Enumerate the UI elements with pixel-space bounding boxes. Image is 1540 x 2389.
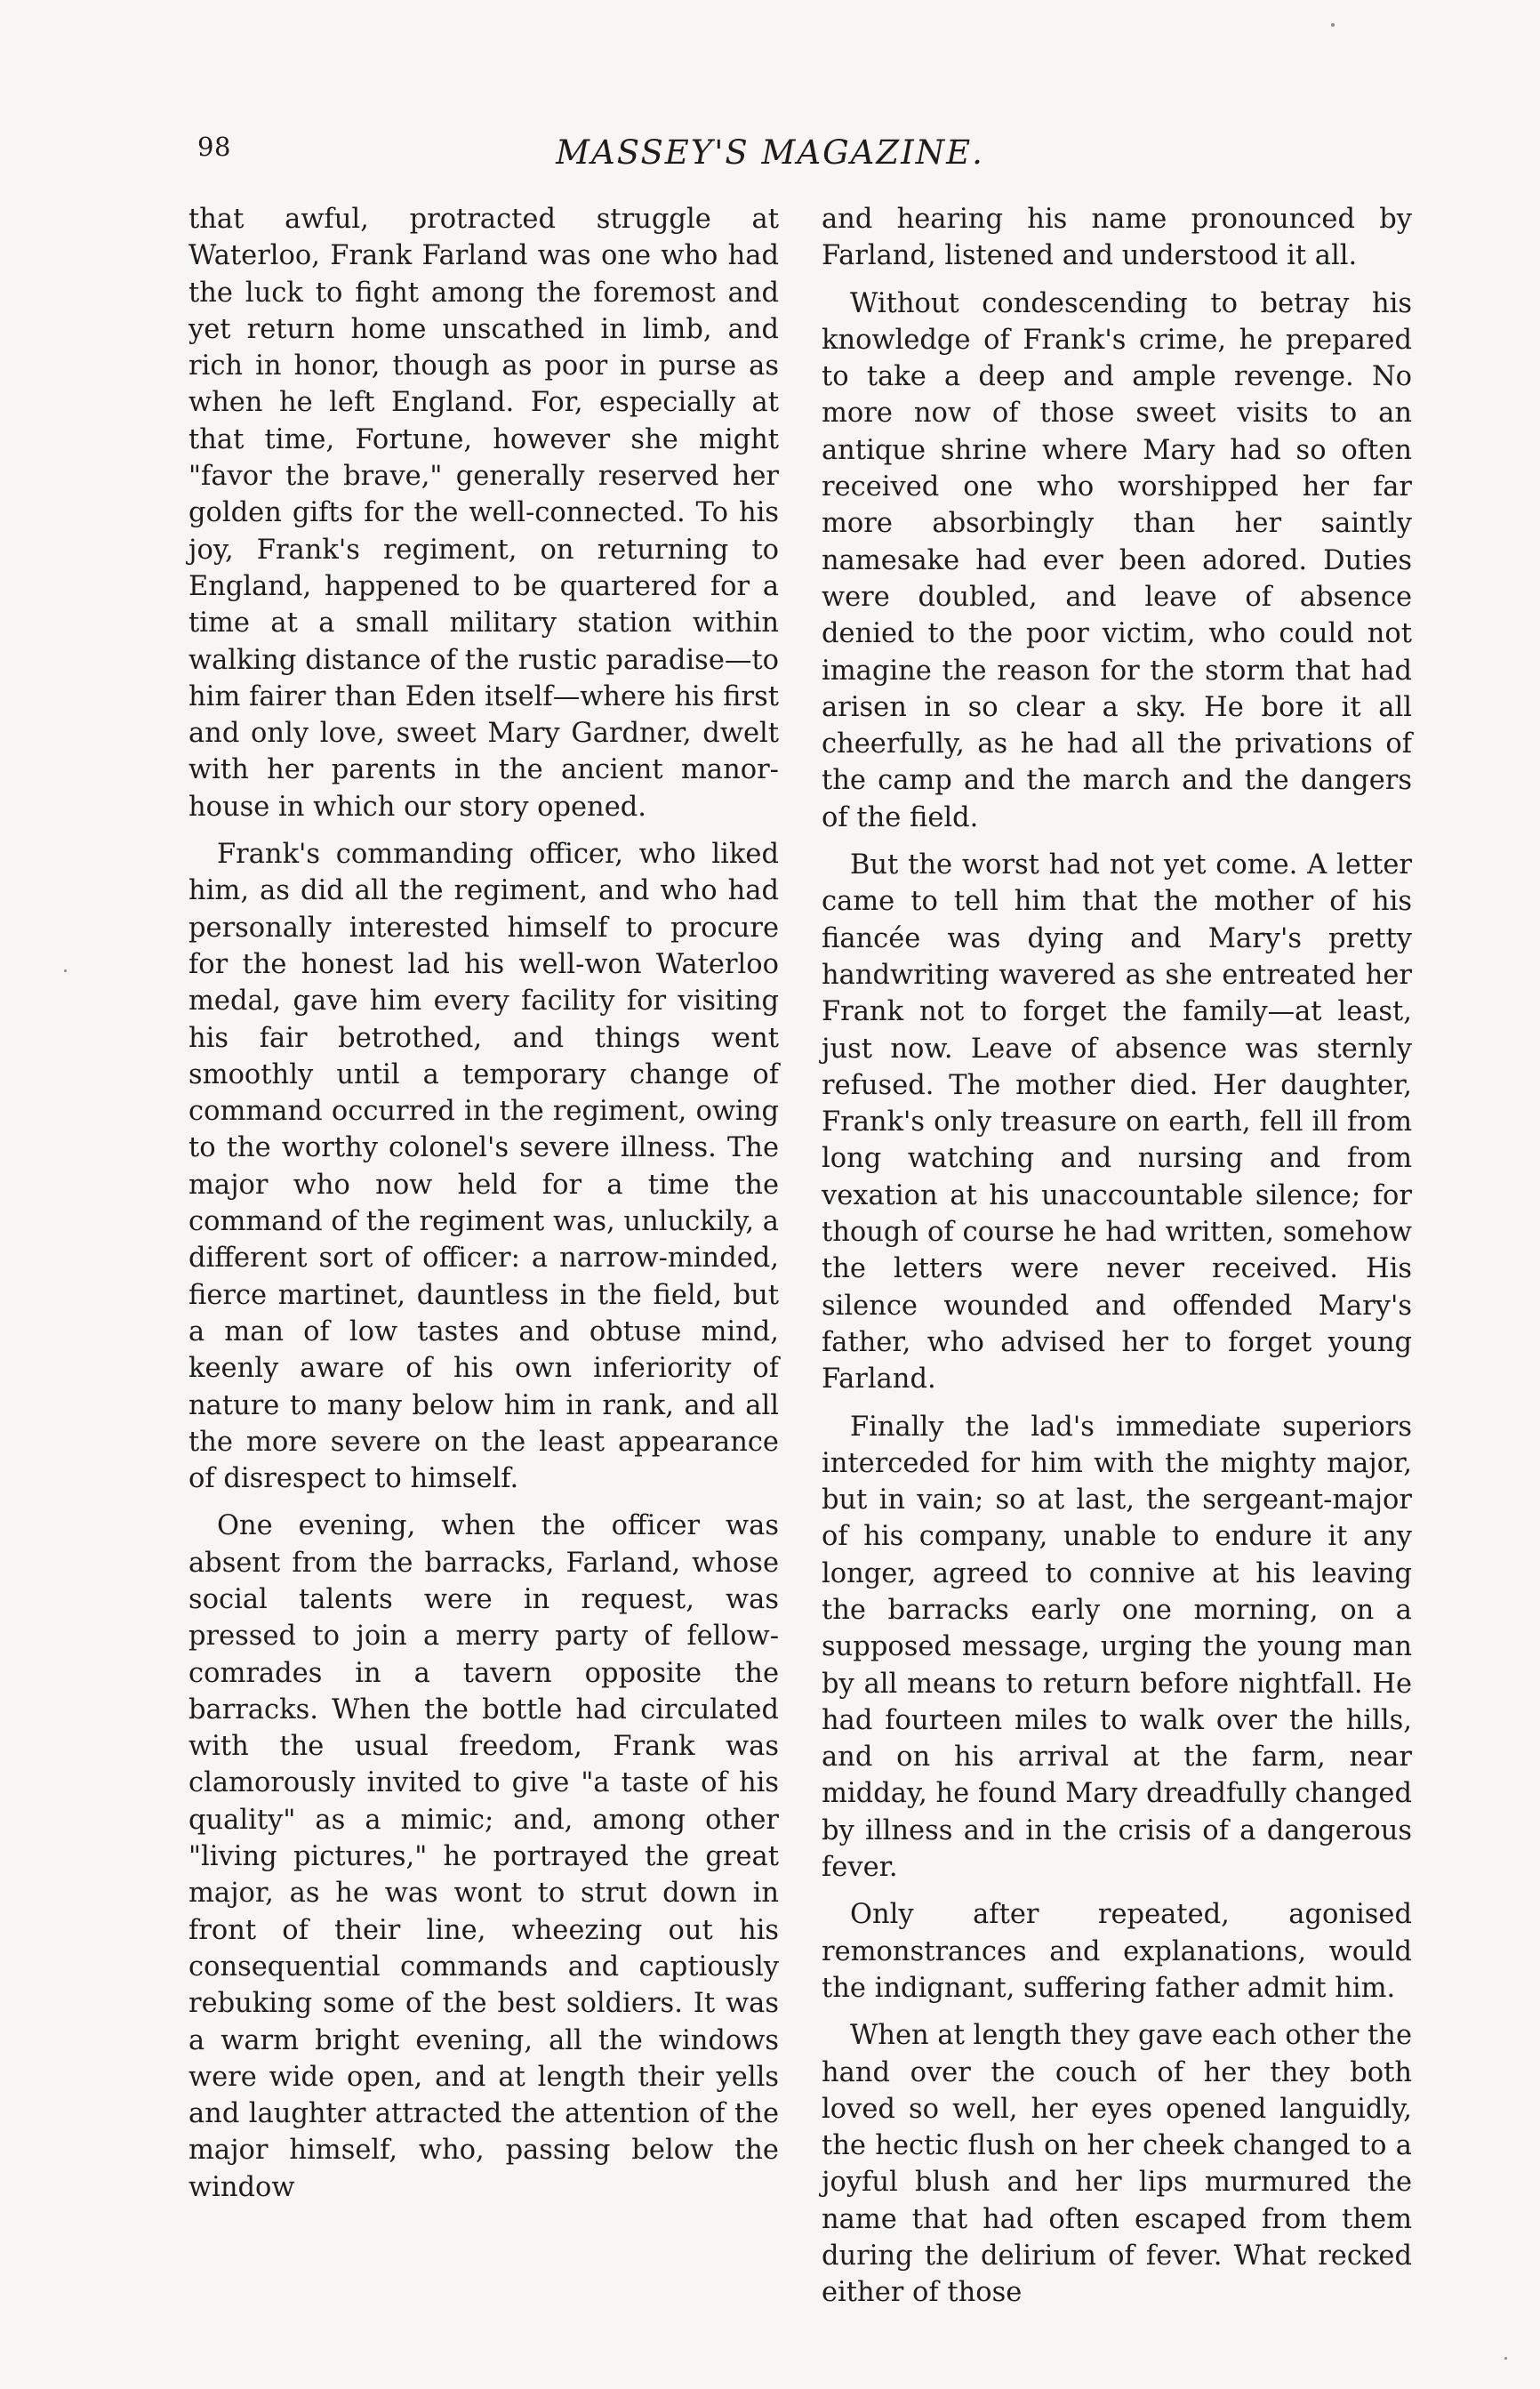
paragraph: Finally the lad's immediate superiors interceded for him with the mighty major, but in vain; so at last, the sergeant-major of his company, unable to endure it any longer, agreed to connive at his leaving the barracks early one morning, on a supposed message, urging the young man by all means to return before nightfall. He had fourteen miles to walk over the hills, and on his arrival at the farm, near midday, he found Mary dreadfully changed by illness and in the crisis of a dangerous fever. — [822, 1411, 1412, 1884]
paragraph: One evening, when the officer was absent from the barracks, Farland, whose social talents were in request, was pressed to join a merry party of fellow-comrades in a tavern opposite the barracks. When the bottle had circulated with the usual freedom, Frank was clamorously invited to give "a taste of his quality" as a mimic; and, among other "living pictures," he portrayed the great major, as he was wont to strut down in front of their line, wheezing out his consequential commands and captiously rebuking some of the best soldiers. It was a warm bright evening, all the windows were wide open, and at length their yells and laughter attracted the attention of the major himself, who, passing below the window — [188, 1510, 779, 2203]
paragraph: and hearing his name pronounced by Farland, listened and understood it all. — [822, 204, 1412, 272]
scan-speck — [64, 969, 67, 972]
right-column — [822, 201, 1412, 2322]
paragraph: Only after repeated, agonised remonstrances and explanations, would the indignant, suffering father admit him. — [822, 1899, 1412, 2004]
scan-speck — [1504, 2357, 1507, 2360]
paragraph: that awful, protracted struggle at Waterloo, Frank Farland was one who had the luck to fight among the foremost and yet return home unscathed in limb, and rich in honor, though as poor in purse as when he left England. For, especially at that time, Fortune, however she might "favor the brave," generally reserved her golden gifts for the well-connected. To his joy, Frank's regiment, on returning to England, happened to be quartered for a time at a small military station within walking distance of the rustic paradise—to him fairer than Eden itself—where his first and only love, sweet Mary Gardner, dwelt with her parents in the ancient manor-house in which our story opened. — [188, 204, 779, 823]
paragraph: Frank's commanding officer, who liked him, as did all the regiment, and who had personally interested himself to procure for the honest lad his well-won Waterloo medal, gave him every facility for visiting his fair betrothed, and things went smoothly until a temporary change of command occurred in the regiment, owing to the worthy colonel's severe illness. The major who now held for a time the command of the regiment was, unluckily, a different sort of officer: a narrow-minded, fierce martinet, dauntless in the field, but a man of low tastes and obtuse mind, keenly aware of his own inferiority of nature to many below him in rank, and all the more severe on the least appearance of disrespect to himself. — [188, 839, 779, 1495]
paragraph: Without condescending to betray his knowledge of Frank's crime, he prepared to take a deep and ample revenge. No more now of those sweet visits to an antique shrine where Mary had so often received one who worshipped her far more absorbingly than her saintly namesake had ever been adored. Duties were doubled, and leave of absence denied to the poor victim, who could not imagine the reason for the storm that had arisen in so clear a sky. He bore it all cheerfully, as he had all the privations of the camp and the march and the dangers of the field. — [822, 287, 1412, 833]
paragraph: When at length they gave each other the hand over the couch of her they both loved so well, her eyes opened languidly, the hectic flush on her cheek changed to a joyful blush and her lips murmured the name that had often escaped from them during the delirium of fever. What recked either of those — [822, 2020, 1412, 2309]
paragraph: But the worst had not yet come. A letter came to tell him that the mother of his fiancée was dying and Mary's pretty handwriting wavered as she entreated her Frank not to forget the family—at least, just now. Leave of absence was sternly refused. The mother died. Her daughter, Frank's only treasure on earth, fell ill from long watching and nursing and from vexation at his unaccountable silence; for though of course he had written, somehow the letters were never received. His silence wounded and offended Mary's father, who advised her to forget young Farland. — [822, 849, 1412, 1396]
left-column — [188, 201, 779, 2216]
running-title: MASSEY'S MAGAZINE. — [556, 133, 984, 172]
scan-speck — [1331, 23, 1335, 27]
page-number: 98 — [197, 132, 231, 162]
